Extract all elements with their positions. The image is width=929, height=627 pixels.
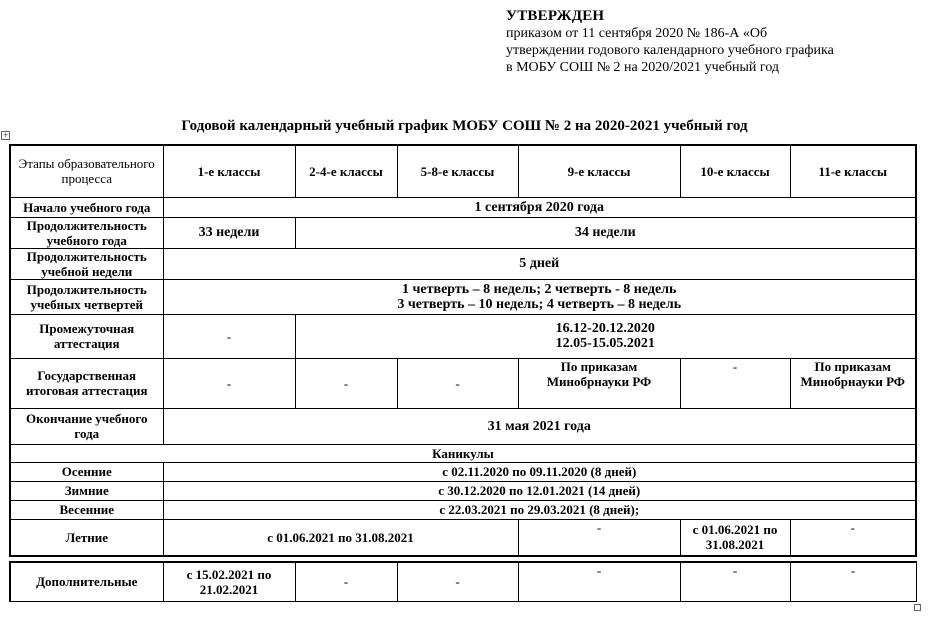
schedule-table-wrapper [9,144,915,602]
spring-value: с 22.03.2021 по 29.03.2021 (8 дней); [163,500,916,519]
state-exam-grade10: - [680,358,790,408]
table-row [10,462,916,481]
row-label-summer: Летние [10,519,163,556]
winter-value: с 30.12.2020 по 12.01.2021 (14 дней) [163,481,916,500]
header-row [10,145,916,197]
table-resize-handle-icon[interactable] [914,604,921,611]
extra-grade2-4: - [295,562,397,601]
row-label-duration-week: Продолжительность учебной недели [10,248,163,279]
table-row [10,358,916,408]
header-cell-grade10: 10-е классы [680,145,790,197]
state-exam-grade5-8: - [397,358,518,408]
approval-title: УТВЕРЖДЕН [506,8,605,24]
quarters-line-1: 1 четверть – 8 недель; 2 четверть - 8 недель [402,281,677,297]
interim-line-2: 12.05-15.05.2021 [555,336,655,351]
quarters-line-2: 3 четверть – 10 недель; 4 четверть – 8 недель [397,296,682,312]
table-row [10,279,916,314]
duration-year-grade1: 33 недели [163,217,295,248]
table-move-handle-icon[interactable]: + [2,131,9,139]
summer-grade10: с 01.06.2021 по 31.08.2021 [680,519,790,556]
duration-week-value: 5 дней [163,248,916,279]
table-row [10,408,916,444]
extra-grade5-8: - [397,562,518,601]
extra-grade1: с 15.02.2021 по 21.02.2021 [163,562,295,601]
row-label-duration-year: Продолжительность учебного года [10,217,163,248]
header-cell-grade9: 9-е классы [518,145,680,197]
document-title: Годовой календарный учебный график МОБУ СОШ № 2 на 2020-2021 учебный год [181,118,748,134]
table-row [10,481,916,500]
row-label-quarters: Продолжительность учебных четвертей [10,279,163,314]
approval-block [506,8,916,76]
end-value: 31 мая 2021 года [163,408,916,444]
extra-grade11: - [790,562,916,601]
start-value: 1 сентября 2020 года [163,197,916,217]
interim-others [295,314,916,358]
duration-year-others: 34 недели [295,217,916,248]
table-row [10,314,916,358]
table-row [10,444,916,462]
holidays-header: Каникулы [10,444,916,462]
schedule-table [9,144,917,557]
interim-line-1: 16.12-20.12.2020 [555,321,655,336]
approval-line-2: утверждении годового календарного учебного графика [506,43,834,58]
table-row [10,519,916,556]
row-label-start: Начало учебного года [10,197,163,217]
state-exam-grade1: - [163,358,295,408]
header-cell-grade2-4: 2-4-е классы [295,145,397,197]
state-exam-grade9: По приказам Минобрнауки РФ [518,358,680,408]
extra-grade10: - [680,562,790,601]
row-label-interim: Промежуточная аттестация [10,314,163,358]
summer-grade1-8: с 01.06.2021 по 31.08.2021 [163,519,518,556]
row-label-spring: Весенние [10,500,163,519]
extra-holidays-table [9,561,917,602]
extra-grade9: - [518,562,680,601]
interim-grade1: - [163,314,295,358]
table-row [10,500,916,519]
row-label-winter: Зимние [10,481,163,500]
autumn-value: с 02.11.2020 по 09.11.2020 (8 дней) [163,462,916,481]
state-exam-grade2-4: - [295,358,397,408]
row-label-end: Окончание учебного года [10,408,163,444]
table-row [10,248,916,279]
table-row [10,217,916,248]
row-label-extra: Дополнительные [10,562,163,601]
table-row [10,197,916,217]
summer-grade9: - [518,519,680,556]
row-label-autumn: Осенние [10,462,163,481]
header-cell-stage: Этапы образовательного процесса [10,145,163,197]
table-row [10,562,916,601]
state-exam-grade11: По приказам Минобрнауки РФ [790,358,916,408]
approval-line-3: в МОБУ СОШ № 2 на 2020/2021 учебный год [506,60,780,75]
header-cell-grade1: 1-е классы [163,145,295,197]
summer-grade11: - [790,519,916,556]
header-cell-grade5-8: 5-8-е классы [397,145,518,197]
header-cell-grade11: 11-е классы [790,145,916,197]
approval-line-1: приказом от 11 сентября 2020 № 186-А «Об [506,26,768,41]
quarters-value [163,279,916,314]
row-label-state-exam: Государственная итоговая аттестация [10,358,163,408]
